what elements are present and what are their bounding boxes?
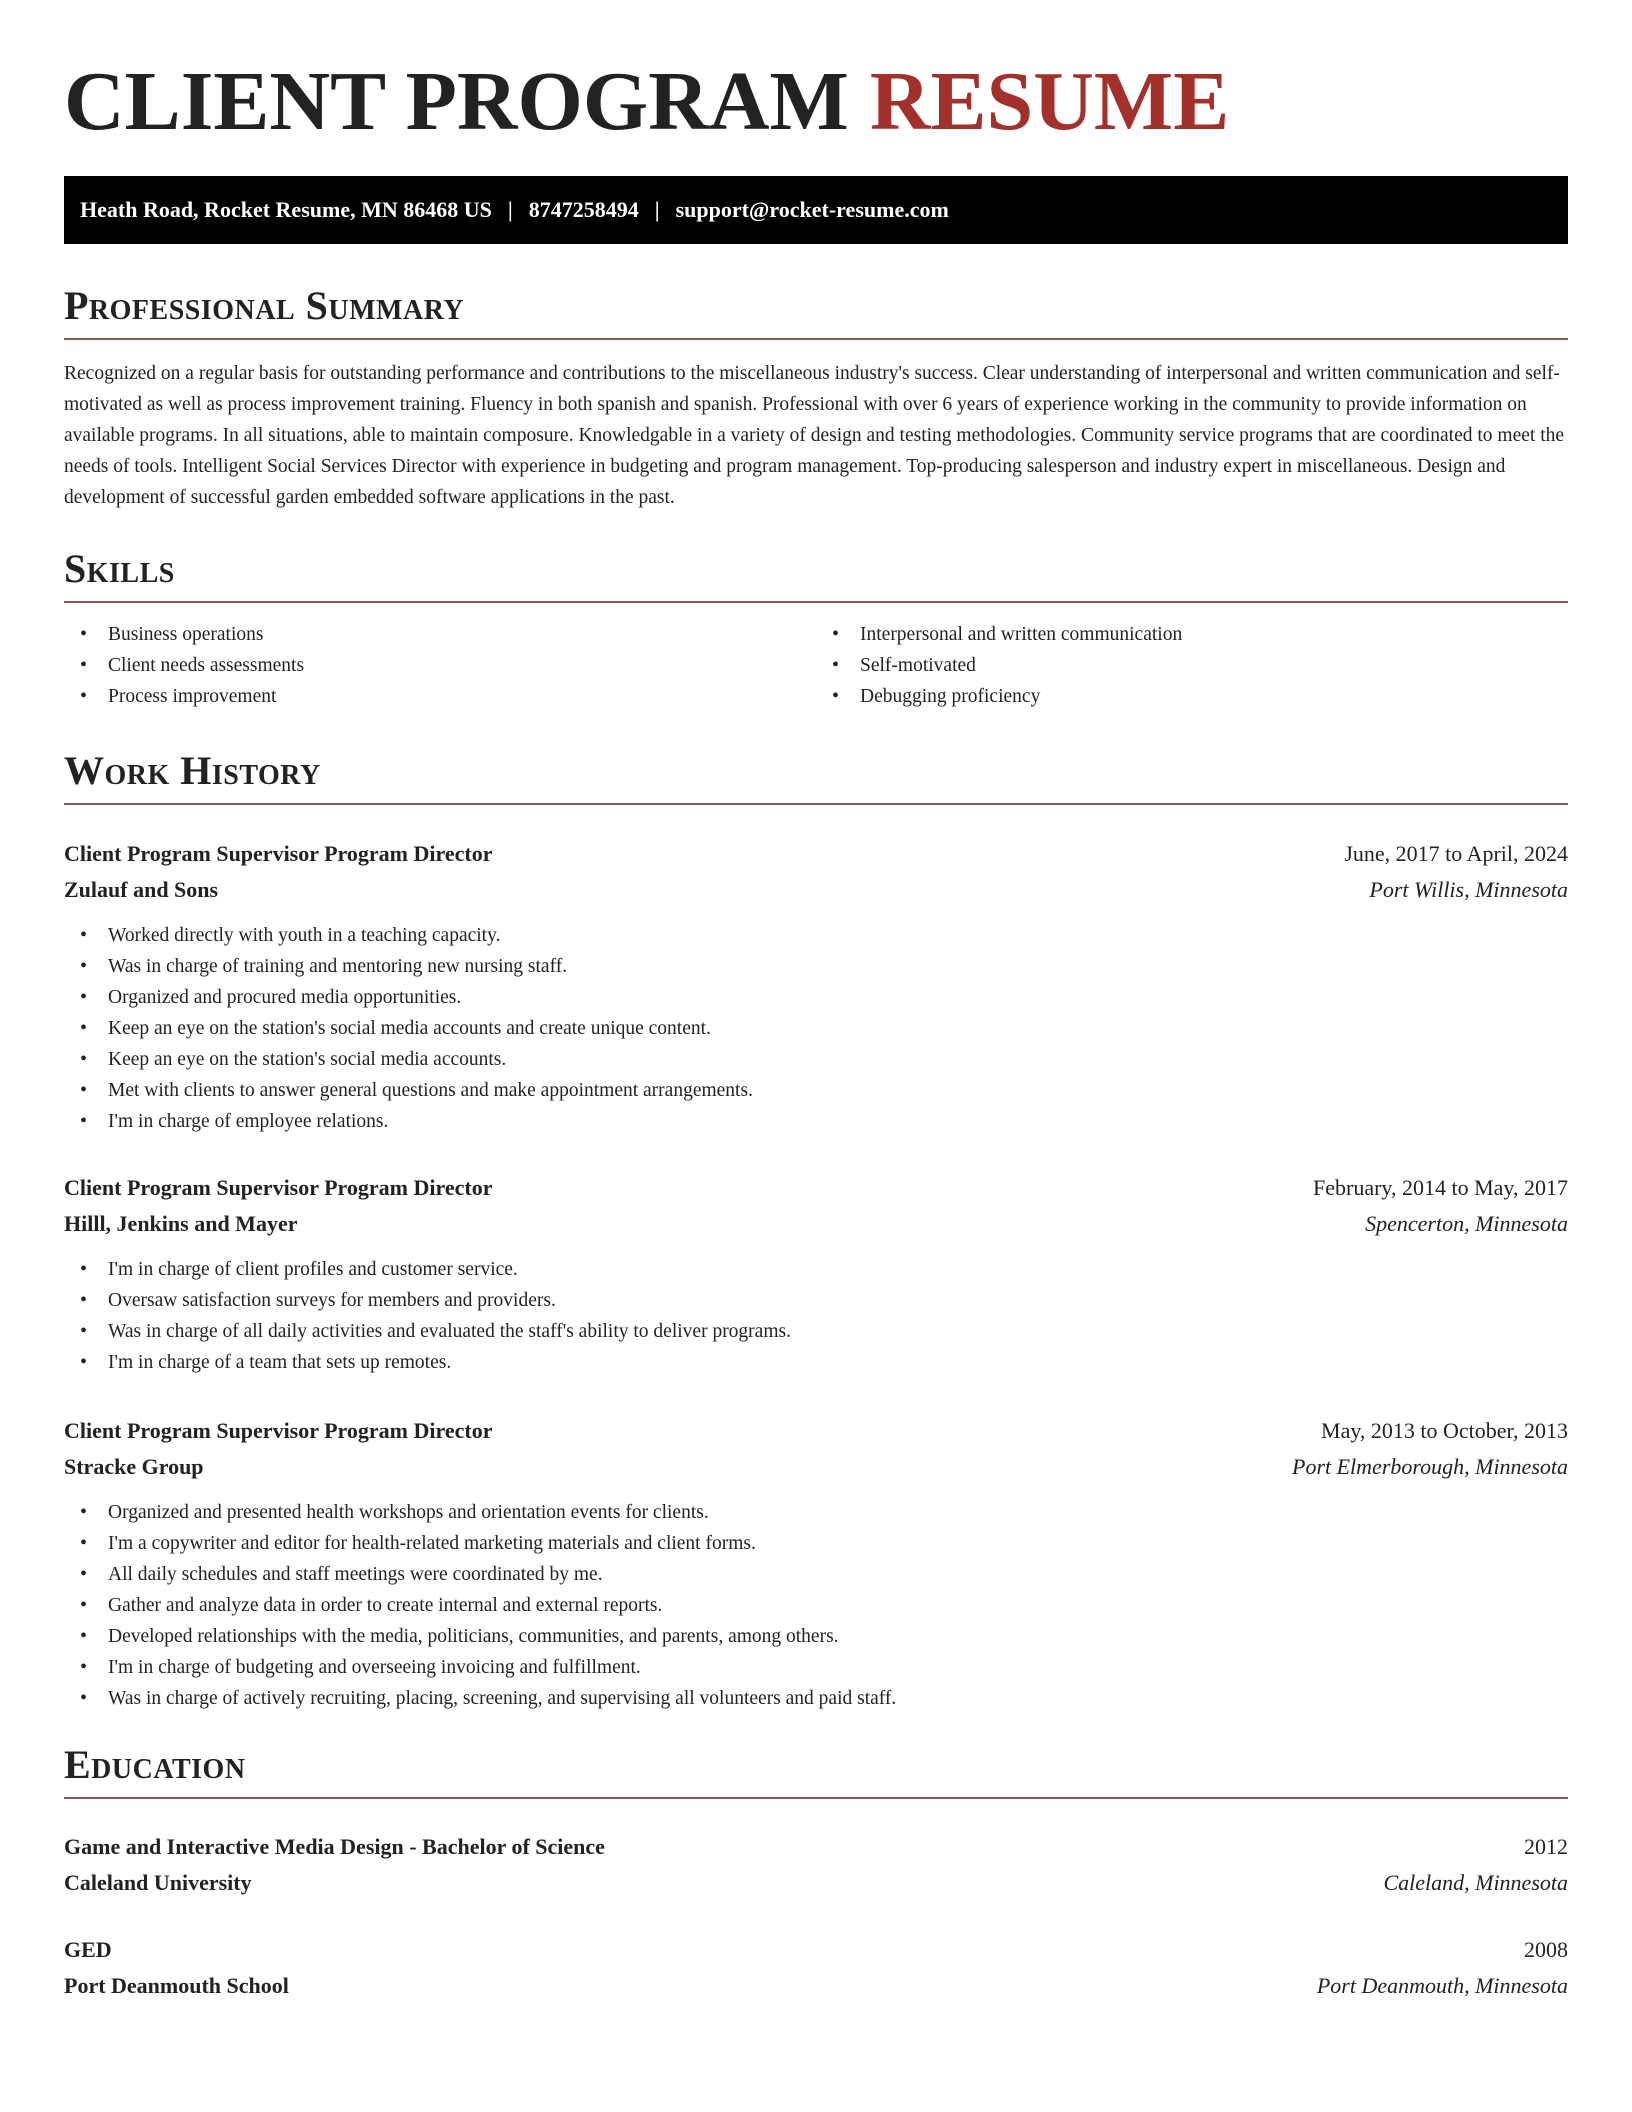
skills-list bbox=[64, 619, 1568, 712]
job-bullet: • All daily schedules and staff meetings were coordinated by me. bbox=[64, 1559, 1568, 1590]
skills-heading: Skills bbox=[64, 546, 175, 591]
job-dates: May, 2013 to October, 2013 bbox=[1321, 1418, 1568, 1443]
job-header-row bbox=[64, 1413, 1568, 1449]
job-company-row bbox=[64, 1206, 1568, 1242]
education-school-row bbox=[64, 1865, 1568, 1901]
skills-column-left bbox=[64, 619, 816, 712]
job-company: Stracke Group bbox=[64, 1454, 204, 1479]
contact-separator: | bbox=[507, 197, 513, 222]
summary-heading: Professional Summary bbox=[64, 283, 465, 328]
resume-title bbox=[64, 52, 1229, 153]
skill-item: • Business operations bbox=[64, 619, 816, 650]
job-entry bbox=[64, 1413, 1568, 1714]
job-bullet: • Organized and presented health workshops and orientation events for clients. bbox=[64, 1497, 1568, 1528]
work-heading: Work History bbox=[64, 748, 321, 793]
job-entry bbox=[64, 836, 1568, 1137]
job-bullet: • I'm a copywriter and editor for health-related marketing materials and client forms. bbox=[64, 1528, 1568, 1559]
job-bullets bbox=[64, 920, 1568, 1137]
job-bullet: • Was in charge of all daily activities and evaluated the staff's ability to deliver programs. bbox=[64, 1316, 1568, 1347]
job-bullet: • Worked directly with youth in a teaching capacity. bbox=[64, 920, 1568, 951]
education-entry bbox=[64, 1932, 1568, 2004]
contact-phone: 8747258494 bbox=[528, 197, 639, 222]
job-bullet: • I'm in charge of employee relations. bbox=[64, 1106, 1568, 1137]
education-heading: Education bbox=[64, 1742, 246, 1787]
job-company: Hilll, Jenkins and Mayer bbox=[64, 1211, 298, 1236]
education-school: Caleland University bbox=[64, 1870, 252, 1895]
job-bullet: • Was in charge of training and mentoring new nursing staff. bbox=[64, 951, 1568, 982]
skill-item: • Self-motivated bbox=[816, 650, 1568, 681]
skill-item: • Interpersonal and written communication bbox=[816, 619, 1568, 650]
work-section bbox=[64, 747, 1568, 805]
job-bullet: • Developed relationships with the media, politicians, communities, and parents, among others. bbox=[64, 1621, 1568, 1652]
education-location: Port Deanmouth, Minnesota bbox=[1316, 1973, 1568, 1998]
job-location: Port Elmerborough, Minnesota bbox=[1292, 1454, 1568, 1479]
education-header-row bbox=[64, 1829, 1568, 1865]
summary-text: Recognized on a regular basis for outstanding performance and contributions to the miscellaneous industry's success. Clear understanding of interpersonal and written communication and self-motivated as well as process improvement training. Fluency in both spanish and spanish. Professional with over 6 years of experience working in the community to provide information on available programs. In all situations, able to maintain composure. Knowledgable in a variety of design and testing methodologies. Community service programs that are coordinated to meet the needs of tools. Intelligent Social Services Director with experience in budgeting and program management. Top-producing salesperson and industry expert in miscellaneous. Design and development of successful garden embedded software applications in the past. bbox=[64, 363, 1565, 508]
job-bullet: • Keep an eye on the station's social media accounts. bbox=[64, 1044, 1568, 1075]
title-main: CLIENT PROGRAM bbox=[64, 55, 849, 148]
job-company-row bbox=[64, 872, 1568, 908]
skill-item: • Debugging proficiency bbox=[816, 681, 1568, 712]
job-location: Port Willis, Minnesota bbox=[1369, 877, 1568, 902]
job-bullet: • Was in charge of actively recruiting, placing, screening, and supervising all volunteers and paid staff. bbox=[64, 1683, 1568, 1714]
job-bullet: • I'm in charge of a team that sets up remotes. bbox=[64, 1347, 1568, 1378]
contact-email: support@rocket-resume.com bbox=[675, 197, 949, 222]
job-bullet: • I'm in charge of budgeting and overseeing invoicing and fulfillment. bbox=[64, 1652, 1568, 1683]
education-section bbox=[64, 1741, 1568, 1799]
skill-item: • Client needs assessments bbox=[64, 650, 816, 681]
job-title: Client Program Supervisor Program Director bbox=[64, 1175, 493, 1200]
title-accent: RESUME bbox=[869, 55, 1230, 148]
job-dates: February, 2014 to May, 2017 bbox=[1313, 1175, 1568, 1200]
job-location: Spencerton, Minnesota bbox=[1365, 1211, 1568, 1236]
job-entry bbox=[64, 1170, 1568, 1378]
summary-section bbox=[64, 282, 1568, 513]
job-dates: June, 2017 to April, 2024 bbox=[1344, 841, 1568, 866]
job-header-row bbox=[64, 836, 1568, 872]
education-header-row bbox=[64, 1932, 1568, 1968]
job-bullet: • Organized and procured media opportunities. bbox=[64, 982, 1568, 1013]
contact-separator: | bbox=[654, 197, 660, 222]
job-header-row bbox=[64, 1170, 1568, 1206]
job-bullet: • Gather and analyze data in order to create internal and external reports. bbox=[64, 1590, 1568, 1621]
job-title: Client Program Supervisor Program Director bbox=[64, 1418, 493, 1443]
job-company-row bbox=[64, 1449, 1568, 1485]
education-school: Port Deanmouth School bbox=[64, 1973, 289, 1998]
section-divider bbox=[64, 803, 1568, 805]
skill-item: • Process improvement bbox=[64, 681, 816, 712]
job-bullets bbox=[64, 1254, 1568, 1378]
skills-column-right bbox=[816, 619, 1568, 712]
contact-address: Heath Road, Rocket Resume, MN 86468 US bbox=[80, 197, 492, 222]
section-divider bbox=[64, 1797, 1568, 1799]
education-school-row bbox=[64, 1968, 1568, 2004]
section-divider bbox=[64, 338, 1568, 340]
job-bullet: • Met with clients to answer general questions and make appointment arrangements. bbox=[64, 1075, 1568, 1106]
education-degree: Game and Interactive Media Design - Bachelor of Science bbox=[64, 1834, 605, 1859]
education-degree: GED bbox=[64, 1937, 112, 1962]
education-year: 2008 bbox=[1524, 1937, 1568, 1962]
section-divider bbox=[64, 601, 1568, 603]
job-bullet: • Oversaw satisfaction surveys for members and providers. bbox=[64, 1285, 1568, 1316]
education-location: Caleland, Minnesota bbox=[1383, 1870, 1568, 1895]
job-bullet: • Keep an eye on the station's social media accounts and create unique content. bbox=[64, 1013, 1568, 1044]
skills-section bbox=[64, 545, 1568, 712]
job-title: Client Program Supervisor Program Director bbox=[64, 841, 493, 866]
job-company: Zulauf and Sons bbox=[64, 877, 219, 902]
contact-bar bbox=[64, 176, 1568, 244]
job-bullets bbox=[64, 1497, 1568, 1714]
job-bullet: • I'm in charge of client profiles and customer service. bbox=[64, 1254, 1568, 1285]
education-year: 2012 bbox=[1524, 1834, 1568, 1859]
education-entry bbox=[64, 1829, 1568, 1901]
